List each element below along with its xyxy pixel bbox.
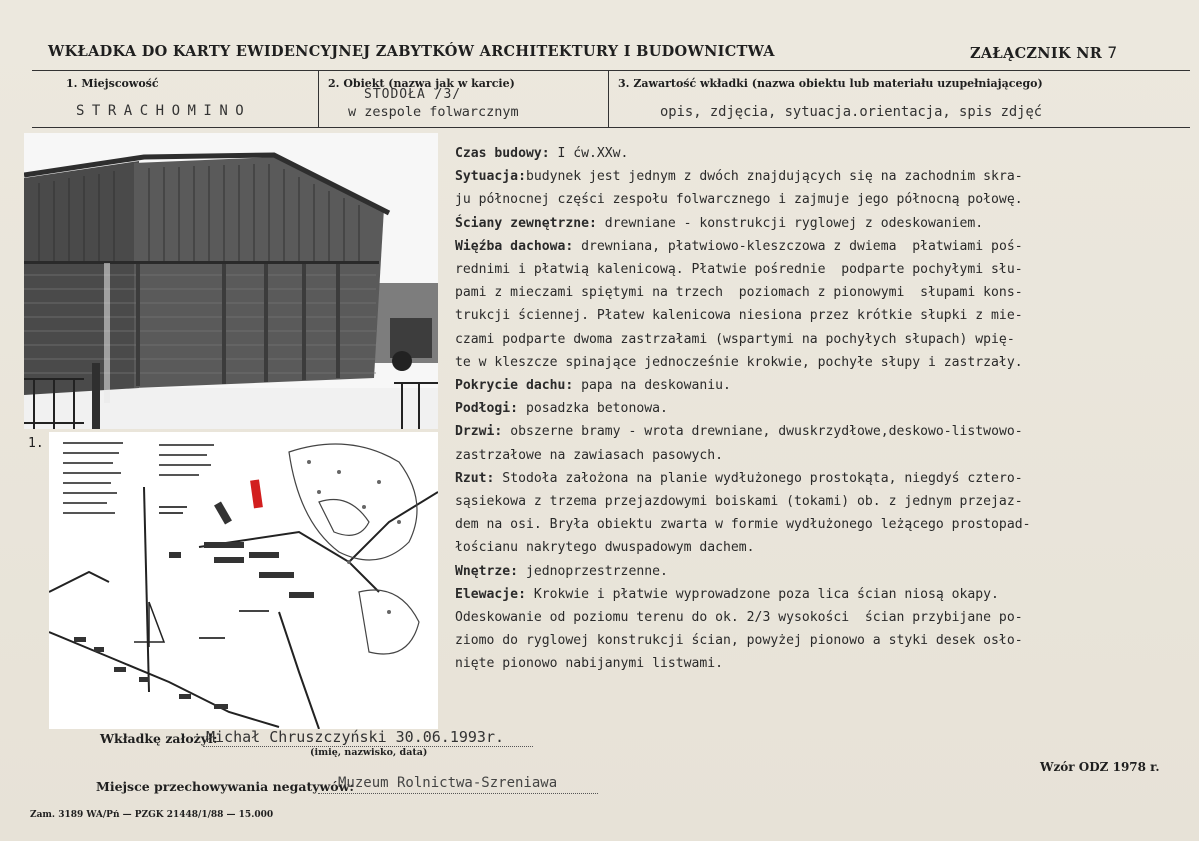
description-line <box>455 467 1180 490</box>
description-line <box>455 420 1180 443</box>
description-text: Stodoła założona na planie wydłużonego prostokąta, niegdyś cztero- <box>494 470 1023 486</box>
description-line <box>455 513 1180 536</box>
annex-label-text: ZAŁĄCZNIK NR <box>970 45 1103 62</box>
description-text: drewniana, płatwiowo-kleszczowa z dwiema płatwiami poś- <box>573 238 1023 254</box>
description-line <box>455 281 1180 304</box>
description-label: Podłogi: <box>455 401 519 417</box>
annex-label <box>970 43 1117 62</box>
description-text: zastrzałowe na zawiasach pasowych. <box>455 447 724 463</box>
contents-label: 3. Zawartość wkładki (nazwa obiektu lub materiału uzupełniającego) <box>618 77 1043 90</box>
author-value: Michał Chruszczyński 30.06.1993r. <box>206 728 505 746</box>
description-label: Elewacje: <box>455 586 526 602</box>
description-text: obszerne bramy - wrota drewniane, dwuskrzydłowe,deskowo-listwowo- <box>502 424 1023 440</box>
description-line <box>455 212 1180 235</box>
figure-number: 1. <box>28 436 44 451</box>
description-text: I ćw.XXw. <box>549 146 629 161</box>
fields-table <box>32 70 1190 128</box>
description-text: trukcji ściennej. Płatew kalenicowa niesiona przez krótkie słupki z mie- <box>455 308 1023 324</box>
author-label: Wkładkę założył: <box>100 731 218 746</box>
description-line <box>455 142 1180 165</box>
description-label: Ściany zewnętrzne: <box>455 215 597 231</box>
description-text: Odeskowanie od poziomu terenu do ok. 2/3 wysokości ścian przybijane po- <box>455 610 1023 626</box>
description-label: Rzut: <box>455 470 495 486</box>
description-line <box>455 606 1180 629</box>
author-hint: (imię, nazwisko, data) <box>310 747 428 758</box>
description-text: dem na osi. Bryła obiektu zwarta w formie wydłużonego leżącego prostopad- <box>455 517 1031 533</box>
description-text: nięte pionowo nabijanymi listwami. <box>455 656 724 672</box>
object-label: 2. Obiekt (nazwa jak w karcie) <box>328 77 515 90</box>
description-line <box>455 165 1180 188</box>
description-line <box>455 374 1180 397</box>
storage-underline <box>318 793 598 794</box>
description-text: jednoprzestrzenne. <box>518 563 668 579</box>
description-line <box>455 652 1180 675</box>
storage-label: Miejsce przechowywania negatywów: <box>96 779 354 794</box>
description-text: te w kleszcze spinające jednocześnie krokwie, pochyłe słupy i zastrzały. <box>455 354 1023 370</box>
description-line <box>455 536 1180 559</box>
site-plan-drawing <box>49 432 438 729</box>
description-text: Krokwie i płatwie wyprowadzone poza lica ścian niosą okapy. <box>525 586 999 602</box>
barn-photo <box>24 133 438 429</box>
description-text: łościanu nakrytego dwuspadowym dachem. <box>455 540 755 556</box>
description-line <box>455 258 1180 281</box>
field-divider <box>608 71 609 127</box>
description-line <box>455 629 1180 652</box>
description-text: papa na deskowaniu. <box>573 378 731 394</box>
barn-photo-image <box>24 133 438 429</box>
description-text: posadzka betonowa. <box>518 401 668 417</box>
object-description <box>455 142 1180 676</box>
description-text: sąsiekowa z trzema przejazdowymi boiskami (tokami) ob. z jednym przejaz- <box>455 494 1023 510</box>
description-line <box>455 188 1180 211</box>
description-line <box>455 351 1180 374</box>
object-value-line2: w zespole folwarcznym <box>348 104 519 120</box>
description-label: Pokrycie dachu: <box>455 378 574 394</box>
description-line <box>455 304 1180 327</box>
description-label: Sytuacja: <box>455 169 526 185</box>
description-line <box>455 583 1180 606</box>
description-line <box>455 490 1180 513</box>
site-plan-map <box>49 432 438 729</box>
description-text: rednimi i płatwią kalenicową. Płatwie pośrednie podparte pochyłymi słu- <box>455 262 1023 278</box>
description-text: pami z mieczami spiętymi na trzech poziomach z pionowymi słupami kons- <box>455 285 1023 301</box>
locality-label: 1. Miejscowość <box>66 77 159 90</box>
storage-value: Muzeum Rolnictwa-Szreniawa <box>338 775 558 791</box>
description-label: Czas budowy: <box>455 146 550 161</box>
description-line <box>455 235 1180 258</box>
description-label: Więźba dachowa: <box>455 238 574 254</box>
object-value-line1: STODOŁA /3/ <box>364 87 462 102</box>
description-label: Drzwi: <box>455 424 503 440</box>
description-line <box>455 328 1180 351</box>
annex-number: 7 <box>1107 43 1118 62</box>
description-line <box>455 444 1180 467</box>
form-model: Wzór ODZ 1978 r. <box>1040 760 1160 774</box>
description-line <box>455 560 1180 583</box>
description-text: ziomo do ryglowej konstrukcji ścian, powyżej pionowo a styki desek osło- <box>455 633 1023 649</box>
description-text: drewniane - konstrukcji ryglowej z odeskowaniem. <box>596 215 984 231</box>
description-text: budynek jest jednym z dwóch znajdujących się na zachodnim skra- <box>525 169 1023 185</box>
description-text: ju północnej części zespołu folwarcznego i zajmuje jego północną połowę. <box>455 192 1023 208</box>
description-line <box>455 397 1180 420</box>
description-text: czami podparte dwoma zastrzałami (wspartymi na pochyłych słupach) wpię- <box>455 331 1015 347</box>
contents-value: opis, zdjęcia, sytuacja.orientacja, spis zdjęć <box>660 104 1043 120</box>
card-title: WKŁADKA DO KARTY EWIDENCYJNEJ ZABYTKÓW ARCHITEKTURY I BUDOWNICTWA <box>48 43 775 60</box>
locality-value: STRACHOMINO <box>76 103 252 119</box>
field-divider <box>318 71 319 127</box>
print-info: Zam. 3189 WA/Pń — PZGK 21448/1/88 — 15.000 <box>30 810 274 820</box>
description-label: Wnętrze: <box>455 563 519 579</box>
